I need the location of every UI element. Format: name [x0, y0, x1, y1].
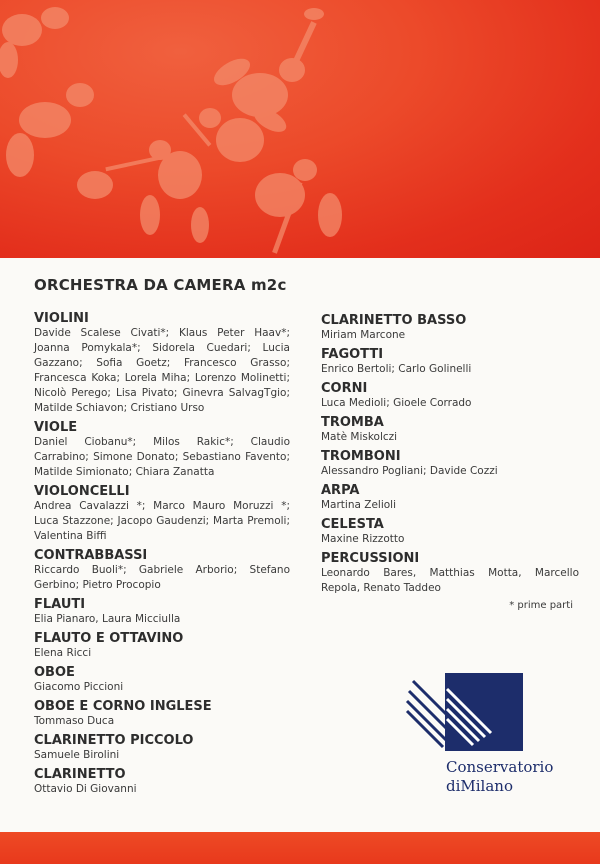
section-title: ARPA: [321, 483, 360, 498]
section-names: Elia Pianaro, Laura Micciulla: [34, 613, 181, 625]
section-title: CORNI: [321, 381, 368, 396]
section-clarinetto-piccolo: [34, 733, 290, 763]
section-flauto-e-ottavino: [34, 631, 290, 661]
section-title: VIOLONCELLI: [34, 484, 130, 499]
section-names: Davide Scalese Civati*; Klaus Peter Haav*; Joanna Pomykala*; Sidorela Cuedari; Lucia Gazzano; Sofia Goetz; Francesco Grasso; Francesca Koka; Lorela Miha; Lorenzo Molinetti; Nicolò Perego; Lisa Pivato; Ginevra SalvagTgio; Matilde Schiavon; Cristiano Urso: [34, 327, 290, 414]
right-column: [321, 313, 579, 600]
section-tromboni: [321, 449, 579, 479]
section-title: FLAUTO E OTTAVINO: [34, 631, 184, 646]
section-names: Martina Zelioli: [321, 499, 397, 511]
section-violoncelli: [34, 484, 290, 544]
section-names: Miriam Marcone: [321, 329, 406, 341]
section-title: OBOE E CORNO INGLESE: [34, 699, 212, 714]
section-fagotti: [321, 347, 579, 377]
section-names: Samuele Birolini: [34, 749, 120, 761]
section-title: PERCUSSIONI: [321, 551, 420, 566]
section-title: OBOE: [34, 665, 75, 680]
prime-parti-note: * prime parti: [509, 600, 573, 611]
section-clarinetto-basso: [321, 313, 579, 343]
logo-line-2: diMilano: [446, 777, 513, 795]
section-viole: [34, 420, 290, 480]
section-title: VIOLINI: [34, 311, 89, 326]
section-title: VIOLE: [34, 420, 78, 435]
section-arpa: [321, 483, 579, 513]
section-violini: [34, 311, 290, 416]
section-contrabbassi: [34, 548, 290, 593]
logo-line-1: Conservatorio: [446, 758, 554, 776]
section-names: Enrico Bertoli; Carlo Golinelli: [321, 363, 472, 375]
section-title: CELESTA: [321, 517, 384, 532]
section-names: Riccardo Buoli*; Gabriele Arborio; Stefano Gerbino; Pietro Procopio: [34, 564, 290, 591]
section-title: CLARINETTO BASSO: [321, 313, 467, 328]
section-names: Matè Miskolczi: [321, 431, 398, 443]
section-names: Ottavio Di Giovanni: [34, 783, 137, 795]
section-corni: [321, 381, 579, 411]
conservatorio-logo-icon: [405, 673, 525, 753]
section-percussioni: [321, 551, 579, 596]
section-title: TROMBONI: [321, 449, 401, 464]
section-title: TROMBA: [321, 415, 384, 430]
section-names: Andrea Cavalazzi *; Marco Mauro Moruzzi *; Luca Stazzone; Jacopo Gaudenzi; Marta Premoli; Valentina Biffi: [34, 500, 290, 542]
section-tromba: [321, 415, 579, 445]
section-celesta: [321, 517, 579, 547]
section-names: Luca Medioli; Gioele Corrado: [321, 397, 472, 409]
section-names: Elena Ricci: [34, 647, 92, 659]
section-oboe-e-corno-inglese: [34, 699, 290, 729]
section-title: CLARINETTO: [34, 767, 126, 782]
section-names: Maxine Rizzotto: [321, 533, 405, 545]
section-names: Alessandro Pogliani; Davide Cozzi: [321, 465, 498, 477]
section-names: Giacomo Piccioni: [34, 681, 124, 693]
section-flauti: [34, 597, 290, 627]
section-title: FLAUTI: [34, 597, 86, 612]
cherubs-illustration-icon: [0, 0, 600, 258]
section-names: Leonardo Bares, Matthias Motta, Marcello Repola, Renato Taddeo: [321, 567, 579, 594]
left-column: [34, 311, 290, 801]
section-clarinetto: [34, 767, 290, 797]
section-title: CONTRABBASSI: [34, 548, 148, 563]
section-names: Tommaso Duca: [34, 715, 115, 727]
section-names: Daniel Ciobanu*; Milos Rakic*; Claudio Carrabino; Simone Donato; Sebastiano Favento; Matilde Simionato; Chiara Zanatta: [34, 436, 290, 478]
conservatorio-name: [446, 758, 553, 796]
footer-strip: [0, 832, 600, 864]
orchestra-title: ORCHESTRA DA CAMERA m2c: [34, 276, 287, 294]
section-oboe: [34, 665, 290, 695]
section-title: CLARINETTO PICCOLO: [34, 733, 194, 748]
header-banner: [0, 0, 600, 258]
section-title: FAGOTTI: [321, 347, 384, 362]
